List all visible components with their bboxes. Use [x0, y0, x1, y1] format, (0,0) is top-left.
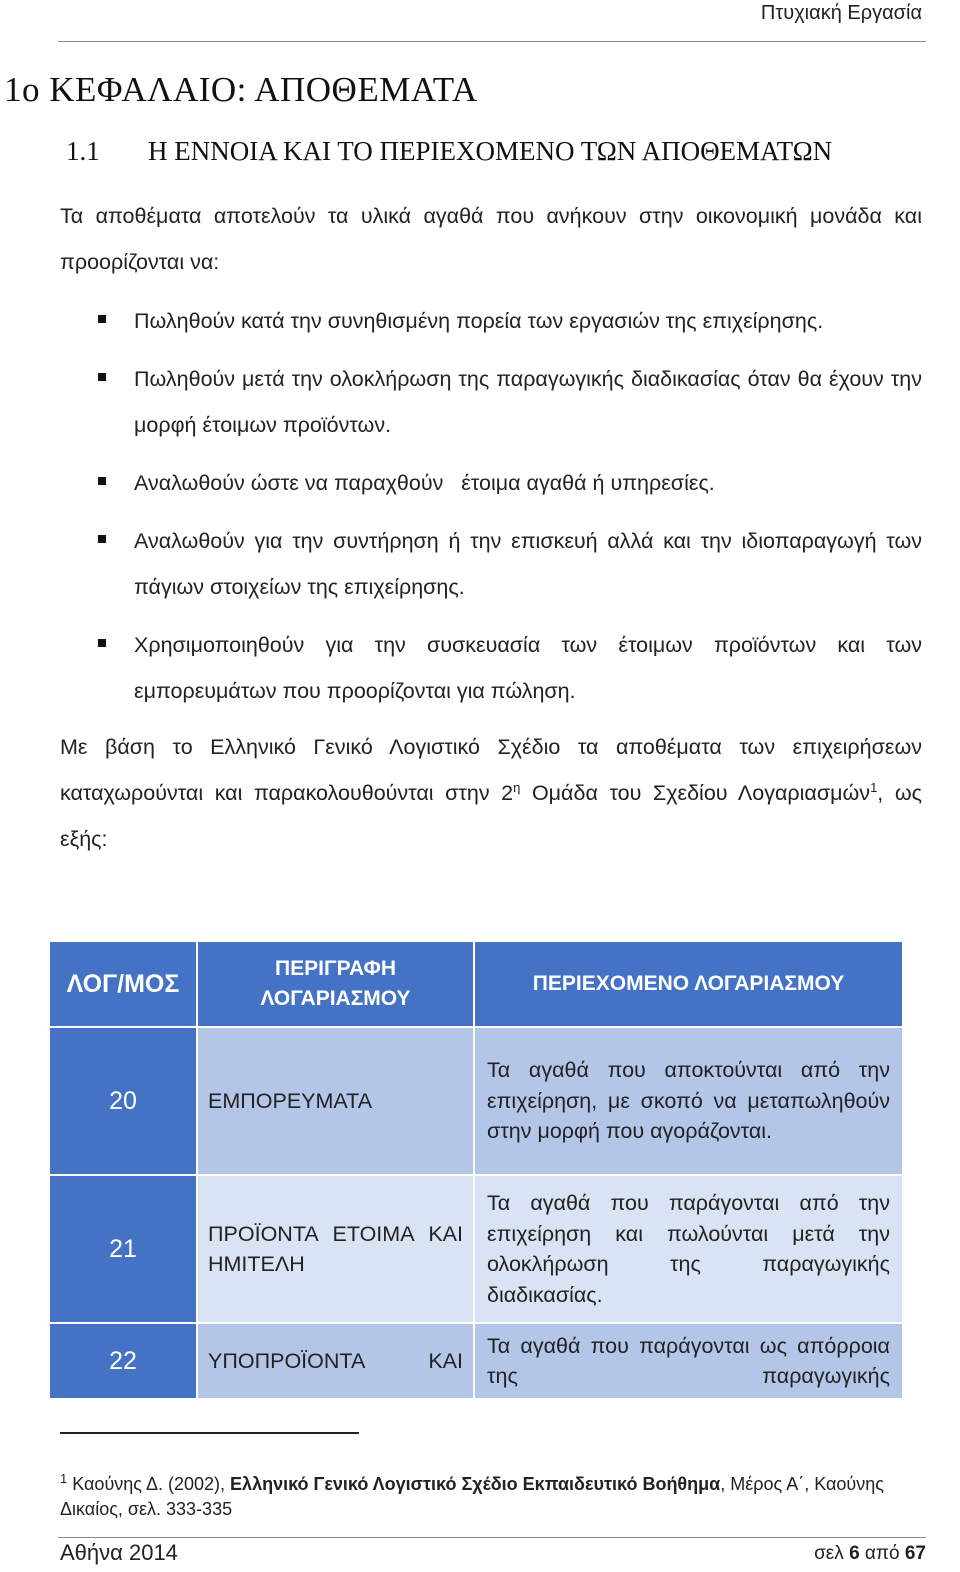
header-rule	[58, 41, 926, 42]
footer-location: Αθήνα 2014	[60, 1540, 178, 1565]
bullet-square-icon	[98, 535, 106, 543]
list-item	[96, 298, 922, 344]
list-item	[96, 460, 922, 506]
account-code: 22	[49, 1323, 197, 1399]
bullet-list	[96, 298, 922, 726]
chapter-title: 1ο ΚΕΦΑΛΑΙΟ: ΑΠΟΘΕΜΑΤΑ	[4, 70, 478, 109]
column-header-code: ΛΟΓ/ΜΟΣ	[49, 941, 197, 1027]
basis-text: Με βάση το Ελληνικό Γενικό Λογιστικό Σχέδιο τα αποθέματα των επιχειρήσεων καταχωρούνται και παρακολουθούνται στην 2	[60, 735, 922, 805]
account-description: ΕΜΠΟΡΕΥΜΑΤΑ	[197, 1027, 474, 1175]
accounts-table	[48, 940, 904, 1400]
list-item	[96, 622, 922, 714]
basis-text-end: , ως εξής:	[60, 781, 922, 851]
footnote-separator	[60, 1432, 359, 1434]
bullet-square-icon	[98, 639, 106, 647]
header-title: Πτυχιακή Εργασία	[760, 2, 922, 24]
column-header-description	[197, 941, 474, 1027]
page-mid: από	[859, 1543, 905, 1564]
footnote-number: 1	[60, 1471, 68, 1486]
table-row	[49, 1175, 903, 1323]
account-content: Τα αγαθά που παράγονται ως απόρροια της παραγωγικής	[474, 1323, 903, 1399]
table-row	[49, 1323, 903, 1399]
column-header-description-text: ΠΕΡΙΓΡΑΦΗ ΛΟΓΑΡΙΑΣΜΟΥ	[260, 957, 411, 1010]
section-number: 1.1	[66, 136, 100, 166]
account-description: ΠΡΟΪΟΝΤΑ ΕΤΟΙΜΑ ΚΑΙ ΗΜΙΤΕΛΗ	[197, 1175, 474, 1323]
bullet-square-icon	[98, 373, 106, 381]
basis-text-middle: Ομάδα του Σχεδίου Λογαριασμών	[520, 781, 871, 805]
page-number	[814, 1543, 926, 1565]
superscript-eta: η	[513, 779, 521, 795]
account-content: Τα αγαθά που αποκτούνται από την επιχείρηση, με σκοπό να μεταπωληθούν στην μορφή που αγοράζονται.	[474, 1027, 903, 1175]
account-code: 20	[49, 1027, 197, 1175]
intro-paragraph: Τα αποθέματα αποτελούν τα υλικά αγαθά που ανήκουν στην οικονομική μονάδα και προορίζονται να:	[60, 204, 922, 274]
footnote-reference[interactable]: 1	[870, 779, 878, 795]
bullet-square-icon	[98, 477, 106, 485]
bullet-square-icon	[98, 315, 106, 323]
bullet-text: Χρησιμοποιηθούν για την συσκευασία των έτοιμων προϊόντων και των εμπορευμάτων που προορίζονται για πώληση.	[134, 633, 922, 703]
section-title-text: Η ΕΝΝΟΙΑ ΚΑΙ ΤΟ ΠΕΡΙΕΧΟΜΕΝΟ ΤΩΝ ΑΠΟΘΕΜΑΤΩΝ	[148, 136, 833, 166]
bullet-text: Αναλωθούν ώστε να παραχθούν έτοιμα αγαθά ή υπηρεσίες.	[134, 471, 715, 495]
account-description	[197, 1323, 474, 1399]
basis-paragraph	[60, 724, 922, 862]
account-content: Τα αγαθά που παράγονται από την επιχείρηση και πωλούνται μετά την ολοκλήρωση της παραγωγικής διαδικασίας.	[474, 1175, 903, 1323]
section-title	[66, 136, 832, 167]
bullet-text: Πωληθούν μετά την ολοκλήρωση της παραγωγικής διαδικασίας όταν θα έχουν την μορφή έτοιμων προϊόντων.	[134, 367, 922, 437]
account-code: 21	[49, 1175, 197, 1323]
account-description-text: ΥΠΟΠΡΟΪΟΝΤΑ ΚΑΙ	[208, 1348, 463, 1373]
column-header-content: ΠΕΡΙΕΧΟΜΕΝΟ ΛΟΓΑΡΙΑΣΜΟΥ	[474, 941, 903, 1027]
bullet-text: Αναλωθούν για την συντήρηση ή την επισκευή αλλά και την ιδιοπαραγωγή των πάγιων στοιχείων της επιχείρησης.	[134, 529, 922, 599]
footer-rule	[58, 1537, 926, 1538]
footnote-book-title: Ελληνικό Γενικό Λογιστικό Σχέδιο Εκπαιδευτικό Βοήθημα	[230, 1474, 721, 1494]
page-prefix: σελ	[814, 1543, 850, 1564]
total-pages: 67	[904, 1543, 926, 1564]
table-row	[49, 1027, 903, 1175]
list-item	[96, 356, 922, 448]
footnote-rest: , Μέρος Α΄, Καούνης Δικαίος, σελ. 333-335	[60, 1474, 884, 1519]
bullet-text: Πωληθούν κατά την συνηθισμένη πορεία των εργασιών της επιχείρησης.	[134, 309, 824, 333]
footnote	[60, 1472, 922, 1522]
current-page: 6	[849, 1543, 860, 1564]
list-item	[96, 518, 922, 610]
footnote-author: Καούνης Δ. (2002),	[67, 1474, 231, 1494]
